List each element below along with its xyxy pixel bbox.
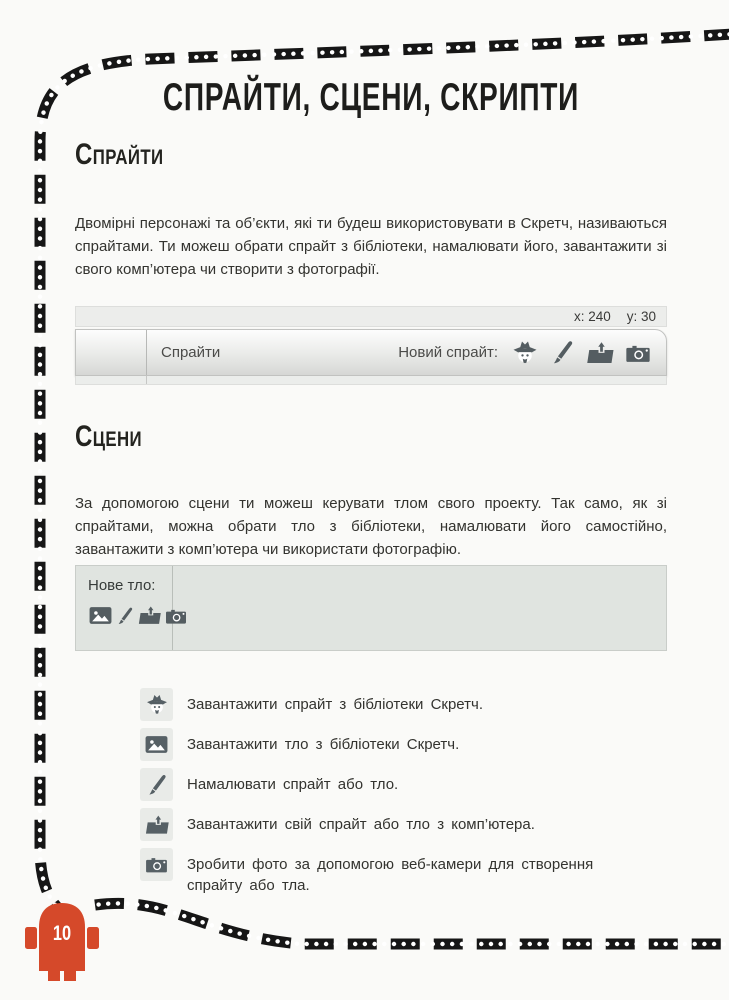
legend-text: Завантажити свій спрайт або тло з комп’ютера. [187,816,535,833]
sprites-paragraph: Двомірні персонажі та об’єкти, які ти будеш використовувати в Скретч, називаються спрайтами. Ти можеш обрати спрайт з бібліотеки, намалювати його, завантажити зі свого комп’ютера чи створити з фотографії. [75,215,667,278]
paintbrush-icon [140,768,173,801]
camera-icon[interactable] [624,339,652,367]
new-sprite-label: Новий спрайт: [398,344,498,361]
panel-body-edge [75,376,667,385]
legend-text: Намалювати спрайт або тло. [187,776,399,793]
legend-item [75,688,667,721]
upload-folder-icon[interactable] [137,603,162,628]
page-content [75,0,667,1000]
sprites-panel-header [75,329,667,376]
sprite-library-icon[interactable] [510,338,540,368]
legend-text: Завантажити спрайт з бібліотеки Скретч. [187,696,483,713]
scenes-paragraph: За допомогою сцени ти можеш керувати тлом свого проекту. Так само, як зі спрайтами, можна обрати тло з бібліотеки, намалювати його самостійно, завантажити з комп’ютера чи використати фотографію. [75,495,667,558]
icon-legend-list [75,688,667,903]
new-backdrop-screenshot [75,565,667,651]
sprites-panel-label: Спрайти [161,344,221,361]
page-title: СПРАЙТИ, СЦЕНИ, СКРИПТИ [162,76,580,119]
page-number: 10 [52,922,72,945]
stage-coords-bar [75,306,667,327]
new-backdrop-toolbar [88,603,172,628]
new-sprite-toolbar [398,338,666,368]
legend-text: Зробити фото за допомогою веб-камери для створення спрайту або тла. [187,856,594,894]
page-number-robot [24,901,100,985]
sprite-library-icon [140,688,173,721]
backdrop-library-icon [140,728,173,761]
stage-area-edge [76,330,147,375]
new-backdrop-label: Нове тло: [88,577,156,594]
scratch-toolbar-screenshot [75,306,667,385]
legend-item [75,768,667,801]
backdrop-library-icon[interactable] [88,603,113,628]
paintbrush-icon[interactable] [549,339,576,366]
section-heading-scenes: Сцени [75,420,143,453]
coord-x-readout: x: 240 [573,309,611,324]
legend-item [75,848,667,896]
new-backdrop-panel [76,566,173,650]
camera-icon [140,848,173,881]
legend-item [75,808,667,841]
section-heading-sprites: Спрайти [75,138,164,171]
backdrop-panel-body [173,566,666,650]
legend-item [75,728,667,761]
legend-text: Завантажити тло з бібліотеки Скретч. [187,736,460,753]
paintbrush-icon[interactable] [115,606,135,626]
upload-folder-icon [140,808,173,841]
coord-y-readout: y: 30 [626,309,656,324]
upload-folder-icon[interactable] [585,338,615,368]
